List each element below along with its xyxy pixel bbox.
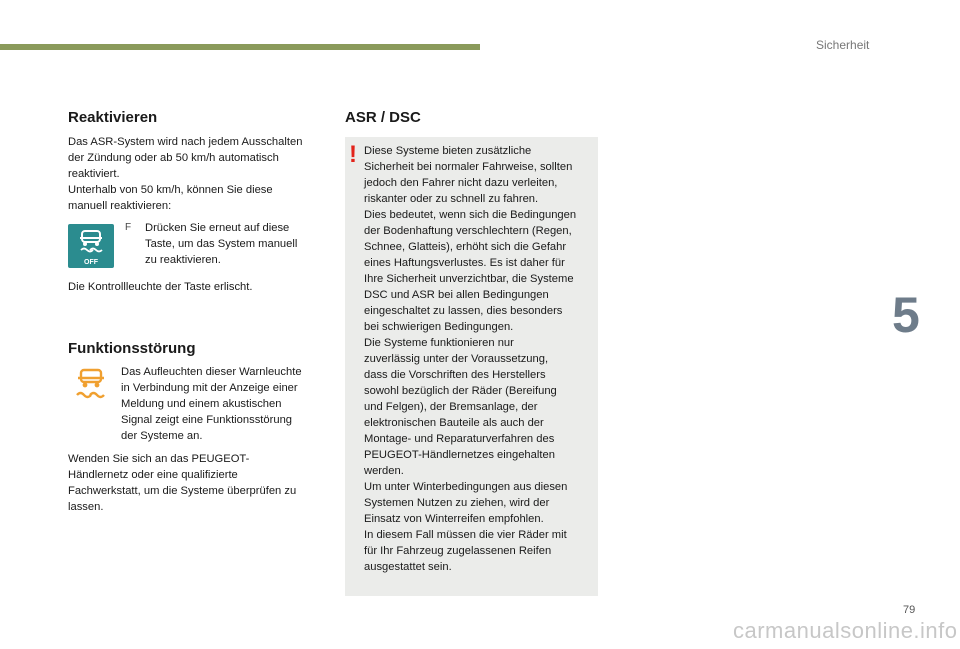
reaktivieren-bullet-text: Drücken Sie erneut auf diese Taste, um das System manuell zu reaktivieren. xyxy=(145,222,298,266)
chapter-number: 5 xyxy=(892,287,920,343)
funktionsstoerung-heading: Funktionsstörung xyxy=(68,340,196,357)
watermark: carmanualsonline.info xyxy=(733,618,958,643)
esc-warning-icon xyxy=(74,366,108,402)
reaktivieren-heading: Reaktivieren xyxy=(68,109,158,126)
section-title: Sicherheit xyxy=(816,38,870,52)
esc-off-icon-label: OFF xyxy=(84,259,98,266)
header-accent-bar xyxy=(0,44,480,50)
reaktivieren-intro: Das ASR-System wird nach jedem Ausschalten der Zündung oder ab 50 km/h automatisch reaktiviert. Unterhalb von 50 km/h, können Sie diese manuell reaktivieren: xyxy=(68,136,303,212)
reaktivieren-outro: Die Kontrollleuchte der Taste erlischt. xyxy=(68,281,253,293)
funktionsstoerung-outro: Wenden Sie sich an das PEUGEOT- Händlernetz oder eine qualifizierte Fachwerkstatt, um die Systeme überprüfen zu lassen. xyxy=(68,453,297,513)
page-number: 79 xyxy=(903,604,916,616)
asr-dsc-heading: ASR / DSC xyxy=(345,109,421,126)
exclamation-icon: ! xyxy=(349,141,357,168)
funktionsstoerung-warn-text: Das Aufleuchten dieser Warnleuchte in Verbindung mit der Anzeige einer Meldung und einem akustischen Signal zeigt eine Funktionsstörung der Systeme an. xyxy=(121,366,302,442)
bullet-arrow-icon: F xyxy=(125,222,132,233)
esc-off-icon xyxy=(68,224,114,268)
asr-dsc-warning-text: Diese Systeme bieten zusätzliche Sicherheit bei normaler Fahrweise, sollten jedoch den Fahrer nicht dazu verleiten, riskanter oder zu schnell zu fahren. Dies bedeutet, wenn sich die Bedingungen der Bodenhaftung verschlechtern (Regen, Schnee, Glatteis), erhöht sich die Gefahr eines Haftungsverlustes. Es ist daher für Ihre Sicherheit unverzichtbar, die Systeme DSC und ASR bei allen Bedingungen eingeschaltet zu lassen, dies besonders bei schwierigen Bedingungen. Die Systeme funktionieren nur zuverlässig unter der Voraussetzung, dass die Vorschriften des Herstellers sowohl bezüglich der Räder (Bereifung und Felgen), der Bremsanlage, der elektronischen Bauteile als auch der Montage- und Reparaturverfahren des PEUGEOT-Händlernetzes eingehalten werden. Um unter Winterbedingungen aus diesen Systemen Nutzen zu ziehen, wird der Einsatz von Winterreifen empfohlen. In diesem Fall müssen die vier Räder mit für Ihr Fahrzeug zugelassenen Reifen ausgestattet sein. xyxy=(364,145,577,573)
